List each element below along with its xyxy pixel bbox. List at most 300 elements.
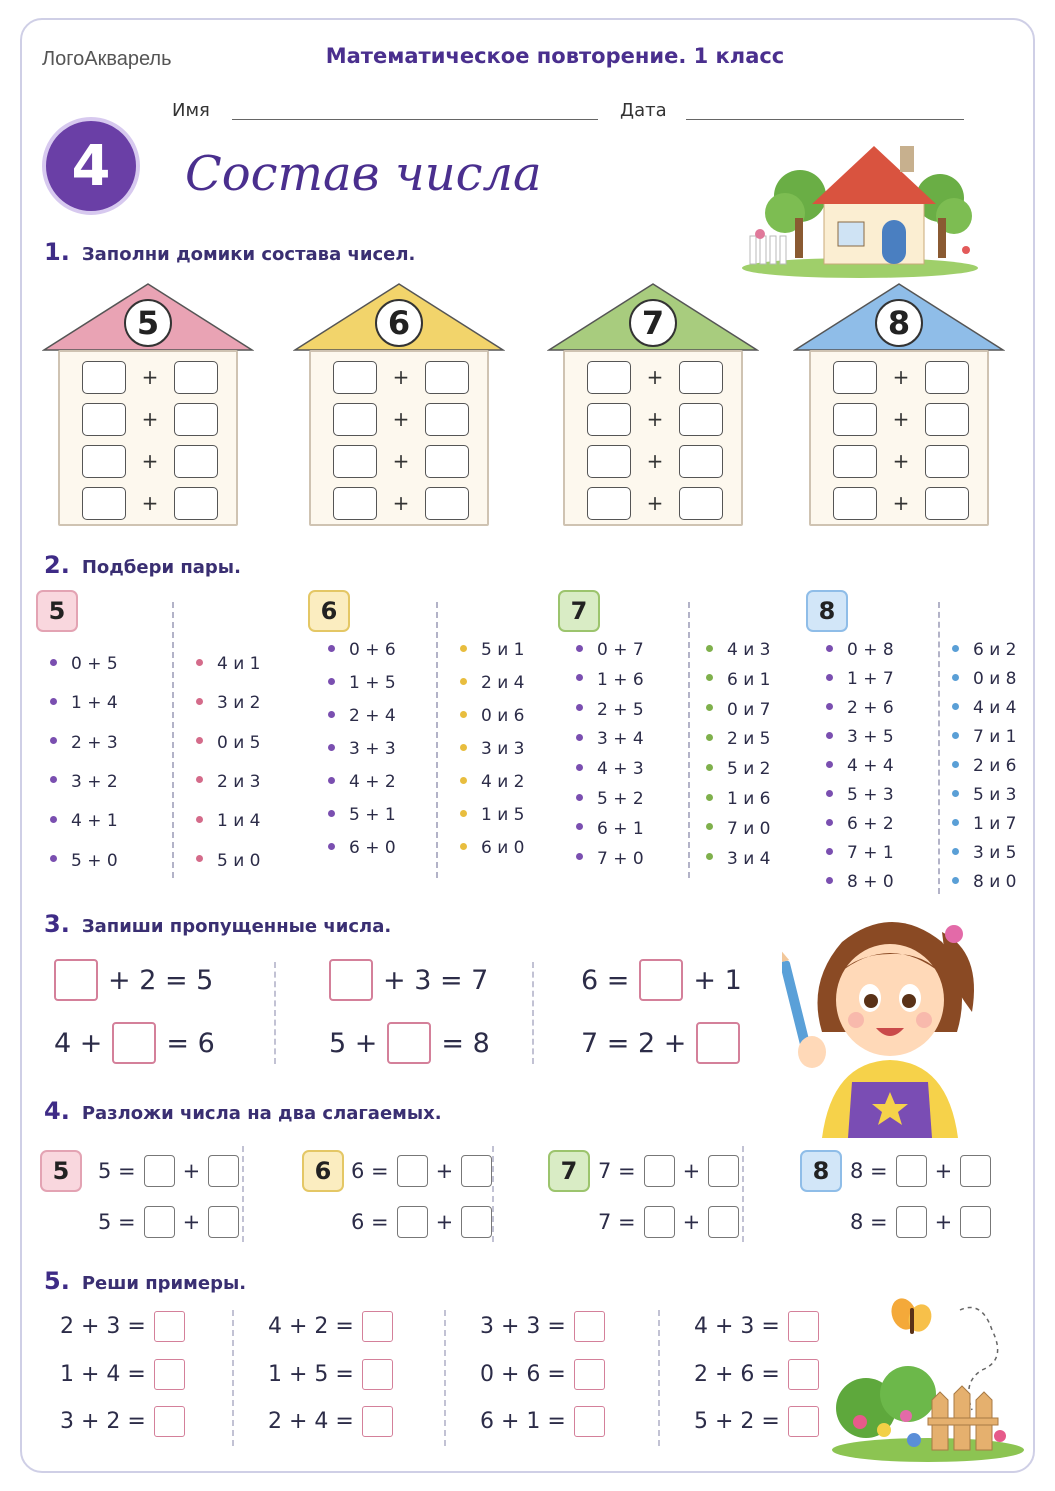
house-row: [333, 444, 469, 478]
example-equation: [480, 1406, 605, 1437]
addend-box[interactable]: [333, 445, 377, 478]
pair-parts[interactable]: [952, 727, 1017, 747]
plus-sign: +: [646, 365, 664, 389]
expression-text: 4 + 4: [847, 756, 894, 776]
parts-text: 1 и 6: [727, 789, 771, 809]
expression-text: 4 + 3: [597, 759, 644, 780]
pair-parts[interactable]: [460, 640, 525, 660]
match-dot[interactable]: [576, 823, 583, 830]
task-3-number: 3.: [44, 910, 70, 938]
addend-box[interactable]: [960, 1206, 991, 1238]
match-dot[interactable]: [460, 711, 467, 718]
addend-box[interactable]: [644, 1155, 675, 1187]
expression-text: 5 + 3: [847, 785, 894, 805]
answer-box[interactable]: [574, 1406, 605, 1437]
pair-parts[interactable]: [952, 843, 1017, 863]
match-dot[interactable]: [952, 790, 959, 797]
equation-text: + 3 = 7: [383, 964, 489, 996]
expression-text: 7 + 1: [847, 843, 894, 863]
addend-box[interactable]: [896, 1155, 927, 1187]
answer-box[interactable]: [696, 1022, 740, 1064]
match-dot[interactable]: [706, 704, 713, 711]
plus-sign: +: [435, 1159, 454, 1183]
match-dot[interactable]: [576, 645, 583, 652]
equation-text: 2 + 3 =: [60, 1314, 146, 1339]
pair-expression[interactable]: [826, 698, 894, 718]
task-3-equation-3: [329, 959, 488, 1001]
addend-box[interactable]: [708, 1155, 739, 1187]
match-dot[interactable]: [826, 877, 833, 884]
pair-parts[interactable]: [460, 673, 525, 693]
match-dot[interactable]: [328, 645, 335, 652]
pair-expression[interactable]: [576, 819, 644, 839]
match-dot[interactable]: [196, 855, 203, 862]
answer-box[interactable]: [574, 1311, 605, 1342]
plus-sign: +: [934, 1210, 953, 1234]
match-dot[interactable]: [576, 734, 583, 741]
addend-box[interactable]: [425, 403, 469, 436]
match-dot[interactable]: [826, 703, 833, 710]
expression-text: 1 + 7: [847, 669, 894, 689]
match-dot[interactable]: [826, 790, 833, 797]
decompose-equation: [98, 1206, 239, 1238]
match-dot[interactable]: [706, 764, 713, 771]
addend-box[interactable]: [333, 361, 377, 394]
match-dot[interactable]: [460, 843, 467, 850]
pair-expression[interactable]: [826, 843, 894, 863]
match-dot[interactable]: [50, 816, 57, 823]
match-dot[interactable]: [706, 674, 713, 681]
pair-parts[interactable]: [706, 729, 771, 749]
pair-expression[interactable]: [826, 872, 894, 892]
answer-box[interactable]: [574, 1359, 605, 1390]
example-equation: [694, 1406, 819, 1437]
example-equation: [268, 1359, 393, 1390]
parts-text: 5 и 3: [973, 785, 1017, 805]
plus-sign: +: [435, 1210, 454, 1234]
answer-box[interactable]: [362, 1359, 393, 1390]
pair-expression[interactable]: [50, 693, 118, 713]
addend-box[interactable]: [679, 403, 723, 436]
equation-text: 1 + 5 =: [268, 1362, 354, 1387]
addend-box[interactable]: [833, 403, 877, 436]
answer-box[interactable]: [639, 959, 683, 1001]
task-5-title: [44, 1267, 246, 1295]
house-row: [333, 402, 469, 436]
addend-box[interactable]: [833, 361, 877, 394]
expression-text: 1 + 4: [71, 693, 118, 714]
expression-text: 2 + 4: [349, 706, 396, 726]
pair-parts[interactable]: [706, 700, 771, 720]
parts-text: 5 и 2: [727, 759, 771, 780]
divider: [242, 1146, 244, 1242]
answer-box[interactable]: [154, 1311, 185, 1342]
divider: [172, 602, 174, 878]
decompose-equation: [850, 1206, 991, 1238]
equation-text: + 1: [693, 964, 742, 996]
match-dot[interactable]: [460, 645, 467, 652]
addend-box[interactable]: [208, 1206, 239, 1238]
expression-text: 4 + 2: [349, 772, 396, 792]
match-dot[interactable]: [826, 761, 833, 768]
match-dot[interactable]: [952, 732, 959, 739]
match-dot[interactable]: [460, 744, 467, 751]
addend-box[interactable]: [82, 487, 126, 520]
pair-parts[interactable]: [952, 640, 1017, 660]
pair-expression[interactable]: [576, 670, 644, 690]
addend-box[interactable]: [144, 1206, 175, 1238]
expression-text: 8 + 0: [847, 872, 894, 892]
house-row: [587, 444, 723, 478]
task-1-text: Заполни домики состава чисел.: [81, 244, 416, 265]
answer-box[interactable]: [362, 1311, 393, 1342]
match-dot[interactable]: [328, 711, 335, 718]
addend-box[interactable]: [82, 403, 126, 436]
plus-sign: +: [182, 1210, 201, 1234]
match-dot[interactable]: [328, 678, 335, 685]
pair-expression[interactable]: [50, 811, 118, 831]
addend-box[interactable]: [896, 1206, 927, 1238]
pair-expression[interactable]: [826, 785, 894, 805]
match-dot[interactable]: [706, 853, 713, 860]
addend-box[interactable]: [144, 1155, 175, 1187]
addend-box[interactable]: [679, 487, 723, 520]
addend-box[interactable]: [587, 445, 631, 478]
addend-box[interactable]: [174, 403, 218, 436]
garden-illustration-icon: [832, 1290, 1024, 1462]
parts-text: 6 и 2: [973, 640, 1017, 660]
divider: [436, 602, 438, 878]
date-label: Дата: [620, 100, 667, 121]
addend-box[interactable]: [708, 1206, 739, 1238]
parts-text: 4 и 2: [481, 772, 525, 792]
house-row: [833, 444, 969, 478]
pair-parts[interactable]: [952, 756, 1017, 776]
expression-text: 7 + 0: [597, 848, 644, 869]
addend-box[interactable]: [208, 1155, 239, 1187]
plus-sign: +: [392, 449, 410, 473]
task-5-text: Реши примеры.: [81, 1273, 247, 1294]
expression-text: 6 + 1: [597, 818, 644, 839]
pair-parts[interactable]: [196, 772, 261, 792]
pair-parts[interactable]: [952, 669, 1017, 689]
match-dot[interactable]: [460, 678, 467, 685]
addend-box[interactable]: [174, 361, 218, 394]
pair-expression[interactable]: [576, 849, 644, 869]
pair-parts[interactable]: [952, 698, 1017, 718]
addend-box[interactable]: [82, 361, 126, 394]
addend-box[interactable]: [333, 487, 377, 520]
answer-box[interactable]: [329, 959, 373, 1001]
addend-box[interactable]: [425, 487, 469, 520]
match-dot[interactable]: [196, 659, 203, 666]
pair-expression[interactable]: [576, 759, 644, 779]
decompose-equation: [598, 1155, 739, 1187]
addend-box[interactable]: [587, 487, 631, 520]
divider: [274, 962, 276, 1064]
answer-box[interactable]: [54, 959, 98, 1001]
match-dot[interactable]: [826, 674, 833, 681]
addend-box[interactable]: [174, 487, 218, 520]
pair-expression[interactable]: [50, 851, 118, 871]
match-dot[interactable]: [460, 810, 467, 817]
addend-box[interactable]: [925, 445, 969, 478]
equation-text: 2 + 4 =: [268, 1409, 354, 1434]
match-dot[interactable]: [50, 737, 57, 744]
match-dot[interactable]: [50, 659, 57, 666]
pair-parts[interactable]: [952, 872, 1017, 892]
pair-parts[interactable]: [706, 819, 771, 839]
date-line[interactable]: [686, 119, 964, 120]
match-dot[interactable]: [576, 853, 583, 860]
pair-parts[interactable]: [460, 838, 525, 858]
plus-sign: +: [682, 1210, 701, 1234]
pair-expression[interactable]: [328, 772, 396, 792]
match-dot[interactable]: [706, 645, 713, 652]
match-dot[interactable]: [952, 645, 959, 652]
match-dot[interactable]: [50, 855, 57, 862]
task-4-title: [44, 1097, 442, 1125]
equation-text: 5 =: [98, 1210, 136, 1234]
pair-parts[interactable]: [196, 654, 261, 674]
match-dot[interactable]: [460, 777, 467, 784]
match-dot[interactable]: [706, 734, 713, 741]
parts-text: 0 и 7: [727, 699, 771, 720]
equation-text: 7 =: [598, 1159, 636, 1183]
pair-expression[interactable]: [328, 805, 396, 825]
topic-title: Состав числа: [185, 146, 542, 202]
match-dot[interactable]: [328, 843, 335, 850]
number-house: [42, 282, 254, 527]
addend-box[interactable]: [833, 445, 877, 478]
expression-text: 3 + 5: [847, 727, 894, 747]
pair-parts[interactable]: [196, 733, 261, 753]
match-dot[interactable]: [576, 674, 583, 681]
logo: ЛогоАкварель: [42, 48, 172, 70]
plus-sign: +: [892, 491, 910, 515]
expression-text: 2 + 5: [597, 699, 644, 720]
house-row: [82, 486, 218, 520]
match-dot[interactable]: [576, 764, 583, 771]
match-dot[interactable]: [706, 794, 713, 801]
parts-text: 0 и 8: [973, 669, 1017, 689]
number-house: [293, 282, 505, 527]
match-dot[interactable]: [50, 698, 57, 705]
pair-expression[interactable]: [328, 739, 396, 759]
pair-parts[interactable]: [706, 670, 771, 690]
addend-box[interactable]: [925, 487, 969, 520]
equation-text: 8 =: [850, 1210, 888, 1234]
answer-box[interactable]: [112, 1022, 156, 1064]
match-dot[interactable]: [196, 737, 203, 744]
addend-box[interactable]: [587, 403, 631, 436]
pair-parts[interactable]: [706, 759, 771, 779]
parts-text: 8 и 0: [973, 872, 1017, 892]
pair-expression[interactable]: [576, 729, 644, 749]
pair-expression[interactable]: [576, 640, 644, 660]
house-body: [563, 350, 743, 526]
equation-text: = 8: [441, 1027, 490, 1059]
pair-parts[interactable]: [706, 640, 771, 660]
task-2-title: [44, 551, 241, 579]
pair-parts[interactable]: [952, 814, 1017, 834]
task-3-title: [44, 910, 391, 938]
equation-text: 6 =: [581, 964, 630, 996]
match-dot[interactable]: [952, 877, 959, 884]
pair-expression[interactable]: [826, 727, 894, 747]
pair-expression[interactable]: [328, 673, 396, 693]
addend-box[interactable]: [679, 361, 723, 394]
pair-parts[interactable]: [706, 789, 771, 809]
plus-sign: +: [392, 365, 410, 389]
girl-illustration-icon: [782, 912, 982, 1138]
expression-text: 1 + 6: [597, 669, 644, 690]
addend-box[interactable]: [644, 1206, 675, 1238]
answer-box[interactable]: [154, 1406, 185, 1437]
pair-parts[interactable]: [196, 693, 261, 713]
match-dot[interactable]: [196, 698, 203, 705]
match-dot[interactable]: [952, 848, 959, 855]
divider: [232, 1310, 234, 1446]
answer-box[interactable]: [387, 1022, 431, 1064]
match-dot[interactable]: [706, 823, 713, 830]
expression-text: 0 + 5: [71, 654, 118, 674]
plus-sign: +: [892, 407, 910, 431]
answer-box[interactable]: [788, 1406, 819, 1437]
pair-parts[interactable]: [460, 739, 525, 759]
pair-parts[interactable]: [460, 706, 525, 726]
plus-sign: +: [141, 491, 159, 515]
expression-text: 6 + 2: [847, 814, 894, 834]
equation-text: 8 =: [850, 1159, 888, 1183]
addend-box[interactable]: [925, 403, 969, 436]
expression-text: 2 + 3: [71, 732, 118, 753]
addend-box[interactable]: [174, 445, 218, 478]
parts-text: 7 и 1: [973, 727, 1017, 747]
plus-sign: +: [392, 407, 410, 431]
match-dot[interactable]: [826, 645, 833, 652]
pair-expression[interactable]: [328, 640, 396, 660]
page-header-title: Математическое повторение. 1 класс: [325, 44, 785, 68]
house-illustration-icon: [740, 138, 980, 278]
parts-text: 5 и 1: [481, 640, 525, 660]
match-dot[interactable]: [826, 848, 833, 855]
plus-sign: +: [646, 407, 664, 431]
addend-box[interactable]: [397, 1206, 428, 1238]
plus-sign: +: [892, 449, 910, 473]
pair-expression[interactable]: [576, 700, 644, 720]
plus-sign: +: [141, 407, 159, 431]
pair-expression[interactable]: [826, 814, 894, 834]
match-dot[interactable]: [328, 777, 335, 784]
match-dot[interactable]: [826, 732, 833, 739]
pair-expression[interactable]: [50, 733, 118, 753]
addend-box[interactable]: [397, 1155, 428, 1187]
match-dot[interactable]: [196, 776, 203, 783]
pair-expression[interactable]: [576, 789, 644, 809]
name-label: Имя: [172, 100, 210, 121]
equation-text: 6 =: [351, 1159, 389, 1183]
match-dot[interactable]: [952, 703, 959, 710]
addend-box[interactable]: [679, 445, 723, 478]
match-dot[interactable]: [196, 816, 203, 823]
match-dot[interactable]: [576, 794, 583, 801]
addend-box[interactable]: [425, 361, 469, 394]
pair-expression[interactable]: [826, 640, 894, 660]
match-dot[interactable]: [328, 744, 335, 751]
pair-parts[interactable]: [460, 805, 525, 825]
parts-text: 4 и 1: [217, 654, 261, 674]
addend-box[interactable]: [82, 445, 126, 478]
number-house: [547, 282, 759, 527]
name-line[interactable]: [232, 119, 598, 120]
pair-parts[interactable]: [706, 849, 771, 869]
match-dot[interactable]: [576, 704, 583, 711]
example-equation: [268, 1406, 393, 1437]
pair-parts[interactable]: [460, 772, 525, 792]
pair-expression[interactable]: [50, 772, 118, 792]
house-body: [58, 350, 238, 526]
pair-expression[interactable]: [50, 654, 118, 674]
addend-box[interactable]: [333, 403, 377, 436]
divider: [492, 1146, 494, 1242]
addend-box[interactable]: [960, 1155, 991, 1187]
answer-box[interactable]: [788, 1311, 819, 1342]
equation-text: 6 + 1 =: [480, 1409, 566, 1434]
pair-parts[interactable]: [196, 811, 261, 831]
pair-expression[interactable]: [826, 669, 894, 689]
pair-expression[interactable]: [826, 756, 894, 776]
parts-text: 4 и 4: [973, 698, 1017, 718]
house-body: [809, 350, 989, 526]
plus-sign: +: [182, 1159, 201, 1183]
addend-box[interactable]: [925, 361, 969, 394]
pair-parts[interactable]: [196, 851, 261, 871]
addend-box[interactable]: [587, 361, 631, 394]
answer-box[interactable]: [154, 1359, 185, 1390]
addend-box[interactable]: [425, 445, 469, 478]
match-dot[interactable]: [50, 776, 57, 783]
equation-text: + 2 = 5: [108, 964, 214, 996]
match-dot[interactable]: [826, 819, 833, 826]
group-badge: 8: [806, 590, 848, 632]
plus-sign: +: [392, 491, 410, 515]
divider: [938, 602, 940, 894]
task-3-equation-5: [581, 959, 742, 1001]
expression-text: 3 + 3: [349, 739, 396, 759]
plus-sign: +: [682, 1159, 701, 1183]
addend-box[interactable]: [461, 1155, 492, 1187]
addend-box[interactable]: [461, 1206, 492, 1238]
plus-sign: +: [646, 449, 664, 473]
pair-parts[interactable]: [952, 785, 1017, 805]
answer-box[interactable]: [362, 1406, 393, 1437]
house-row: [82, 402, 218, 436]
answer-box[interactable]: [788, 1359, 819, 1390]
pair-expression[interactable]: [328, 706, 396, 726]
group-badge: 8: [800, 1150, 842, 1192]
expression-text: 5 + 1: [349, 805, 396, 825]
match-dot[interactable]: [952, 761, 959, 768]
addend-box[interactable]: [833, 487, 877, 520]
pair-expression[interactable]: [328, 838, 396, 858]
group-badge: 5: [40, 1150, 82, 1192]
match-dot[interactable]: [952, 819, 959, 826]
equation-text: 2 + 6 =: [694, 1362, 780, 1387]
match-dot[interactable]: [328, 810, 335, 817]
match-dot[interactable]: [952, 674, 959, 681]
equation-text: 5 =: [98, 1159, 136, 1183]
